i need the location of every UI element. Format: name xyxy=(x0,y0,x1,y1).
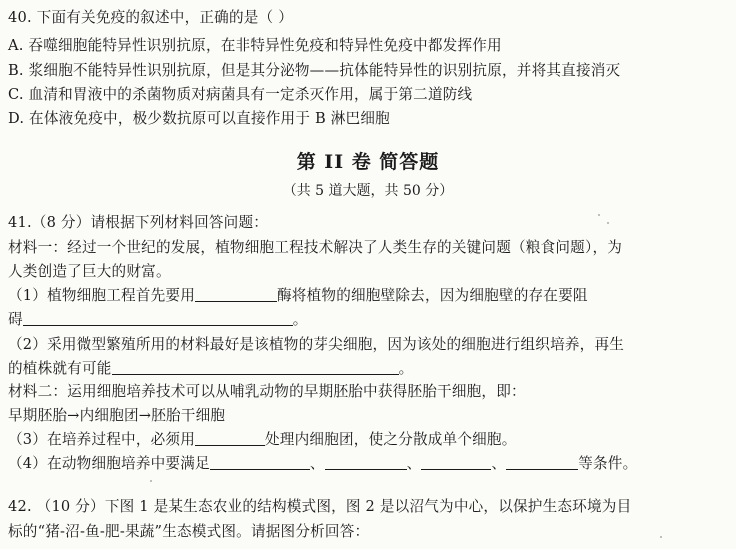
q41-sub1-text-a: （1）植物细胞工程首先要用 xyxy=(8,287,196,304)
q41-stem: 41.（8 分）请根据下列材料回答问题： xyxy=(8,214,269,231)
q42-line1: 42. （10 分）下图 1 是某生态农业的结构模式图，图 2 是以沼气为中心，以保护生态环境为目 xyxy=(8,498,632,515)
answer-blank[interactable] xyxy=(506,455,578,470)
q41-sub4-text-end: 等条件。 xyxy=(578,455,638,472)
q41-sub4-text-a: （4）在动物细胞培养中要满足 xyxy=(8,455,210,472)
q41-material1-line1: 材料一：经过一个世纪的发展，植物细胞工程技术解决了人类生存的关键问题（粮食问题），为 xyxy=(8,239,623,256)
answer-blank[interactable] xyxy=(195,431,265,446)
q40-stem: 40. 下面有关免疫的叙述中，正确的是（ ） xyxy=(8,9,293,26)
answer-blank[interactable] xyxy=(195,287,277,302)
q41-material1-line2: 人类创造了巨大的财富。 xyxy=(8,263,171,280)
q41-sub3-text-a: （3）在培养过程中，必须用 xyxy=(8,431,196,448)
answer-blank[interactable] xyxy=(23,311,293,326)
section-subtitle: （共 5 道大题，共 50 分） xyxy=(282,183,454,199)
q41-sub1-line2 xyxy=(8,310,308,329)
section-title: 第 II 卷 简答题 xyxy=(296,151,440,173)
q41-sub1-text-d: 。 xyxy=(292,311,308,328)
q41-flow: 早期胚胎→内细胞团→胚胎干细胞 xyxy=(8,407,226,424)
q41-sub2-text-b: 的植株就有可能 xyxy=(8,360,112,377)
q41-sub2-line2 xyxy=(8,359,413,378)
answer-blank[interactable] xyxy=(210,455,310,470)
separator: 、 xyxy=(491,455,507,472)
q41-sub3 xyxy=(8,430,517,449)
answer-blank[interactable] xyxy=(325,455,407,470)
scan-speck xyxy=(607,222,609,224)
answer-blank[interactable] xyxy=(421,455,491,470)
q41-sub4 xyxy=(8,454,637,473)
separator: 、 xyxy=(406,455,422,472)
separator: 、 xyxy=(309,455,325,472)
q41-sub2-line1: （2）采用微型繁殖所用的材料最好是该植物的芽尖细胞，因为该处的细胞进行组织培养，再生 xyxy=(8,336,625,353)
q41-material2: 材料二：运用细胞培养技术可以从哺乳动物的早期胚胎中获得胚胎干细胞，即： xyxy=(8,383,526,400)
q40-option-b: B. 浆细胞不能特异性识别抗原，但是其分泌物——抗体能特异性的识别抗原，并将其直接消灭 xyxy=(8,62,621,79)
scan-speck xyxy=(660,536,662,538)
q41-sub1-text-c: 碍 xyxy=(8,311,23,328)
q41-sub3-text-b: 处理内细胞团，使之分散成单个细胞。 xyxy=(265,431,517,448)
answer-blank[interactable] xyxy=(112,360,399,375)
q40-option-a: A. 吞噬细胞能特异性识别抗原，在非特异性免疫和特异性免疫中都发挥作用 xyxy=(8,37,502,54)
scan-speck xyxy=(598,214,600,216)
q42-line2: 标的“猪-沼-鱼-肥-果蔬”生态模式图。请据图分析回答： xyxy=(8,523,370,540)
q40-option-d: D. 在体液免疫中，极少数抗原可以直接作用于 B 淋巴细胞 xyxy=(8,110,390,127)
q41-sub1-text-b: 酶将植物的细胞壁除去，因为细胞壁的存在要阻 xyxy=(277,287,588,304)
q41-sub1-line1 xyxy=(8,286,588,305)
scan-speck xyxy=(150,480,152,482)
q41-sub2-text-c: 。 xyxy=(398,360,414,377)
q40-option-c: C. 血清和胃液中的杀菌物质对病菌具有一定杀灭作用，属于第二道防线 xyxy=(8,86,473,103)
